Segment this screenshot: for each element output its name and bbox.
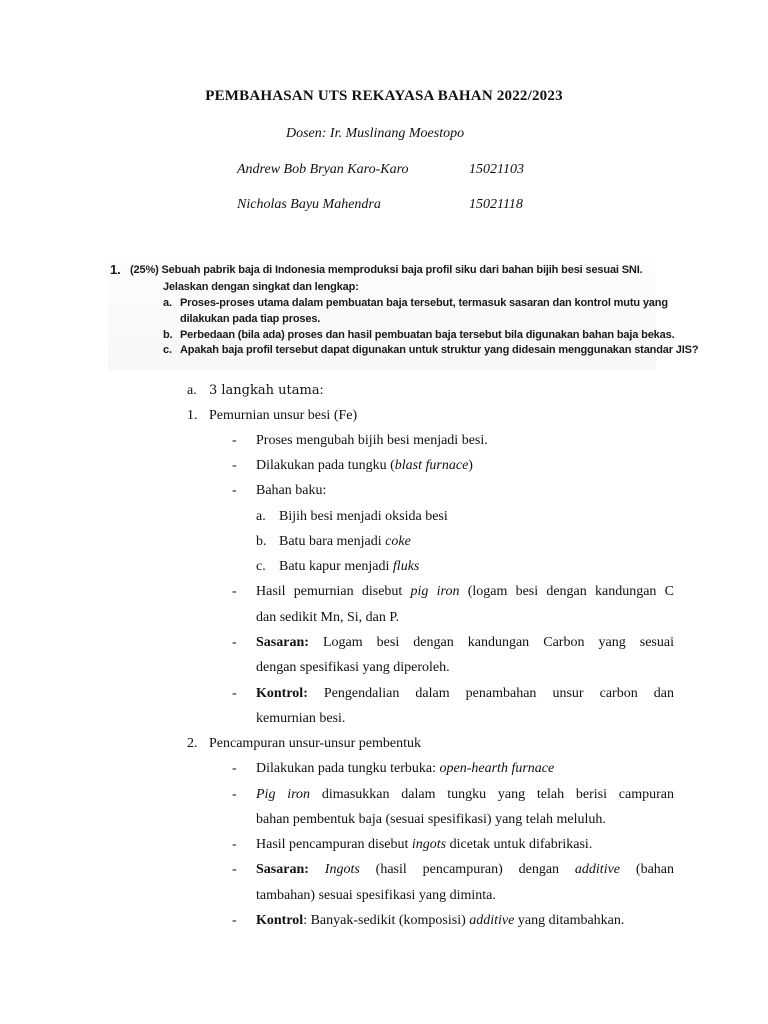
bullet-dash: - xyxy=(232,635,237,650)
step-2-target-line-1: Sasaran: Ingots (hasil pencampuran) dengan additive (bahan xyxy=(256,862,675,877)
question-image xyxy=(108,258,699,370)
step-2-bullet-2-line-1: Pig iron dimasukkan dalam tungku yang telah berisi campuran xyxy=(256,787,674,802)
question-marker-c: c. xyxy=(163,344,172,356)
student-name-1: Andrew Bob Bryan Karo-Karo xyxy=(237,162,409,177)
step-1-control-line-2: kemurnian besi. xyxy=(256,711,346,726)
step-1-target-line-2: dengan spesifikasi yang diperoleh. xyxy=(256,660,450,675)
step-1-control-line-1: Kontrol: Pengendalian dalam penambahan unsur carbon dan xyxy=(256,686,674,701)
student-name-2: Nicholas Bayu Mahendra xyxy=(237,197,381,212)
step-1-target-line-1: Sasaran: Logam besi dengan kandungan Carbon yang sesuai xyxy=(256,635,674,650)
step-2-control: Kontrol: Banyak-sedikit (komposisi) additive yang ditambahkan. xyxy=(256,913,625,928)
question-marker-b: b. xyxy=(163,329,173,341)
student-id-2: 15021118 xyxy=(469,197,523,212)
step-2-bullet-1: Dilakukan pada tungku terbuka: open-hearth furnace xyxy=(256,761,555,776)
sub-item-c: Batu kapur menjadi fluks xyxy=(279,559,420,574)
question-line-5: Perbedaan (bila ada) proses dan hasil pembuatan baja tersebut bila digunakan bahan baja bekas. xyxy=(180,329,675,341)
bullet-dash: - xyxy=(232,483,237,498)
bullet-dash: - xyxy=(232,686,237,701)
question-line-6: Apakah baja profil tersebut dapat digunakan untuk struktur yang didesain menggunakan standar JIS? xyxy=(180,344,699,356)
sub-item-a: Bijih besi menjadi oksida besi xyxy=(279,509,448,524)
step-1-title: Pemurnian unsur besi (Fe) xyxy=(209,408,358,423)
bullet-dash: - xyxy=(232,787,237,802)
bullet-dash: - xyxy=(232,913,237,928)
question-line-1: (25%) Sebuah pabrik baja di Indonesia memproduksi baja profil siku dari bahan bijih besi sesuai SNI. xyxy=(130,264,643,276)
bullet-dash: - xyxy=(232,761,237,776)
sub-marker-c: c. xyxy=(256,559,266,574)
answer-a-marker: a. xyxy=(187,383,197,398)
question-line-4: dilakukan pada tiap proses. xyxy=(180,313,321,325)
step-2-number: 2. xyxy=(187,736,198,751)
question-marker-a: a. xyxy=(163,297,172,309)
sub-marker-b: b. xyxy=(256,534,267,549)
bullet-dash: - xyxy=(232,433,237,448)
step-1-bullet-2: Dilakukan pada tungku (blast furnace) xyxy=(256,458,473,473)
document-title: PEMBAHASAN UTS REKAYASA BAHAN 2022/2023 xyxy=(205,88,563,104)
step-1-bullet-1: Proses mengubah bijih besi menjadi besi. xyxy=(256,433,488,448)
question-line-3: Proses-proses utama dalam pembuatan baja tersebut, termasuk sasaran dan kontrol mutu yang xyxy=(180,297,668,309)
step-1-bullet-3: Bahan baku: xyxy=(256,483,327,498)
step-2-bullet-3: Hasil pencampuran disebut ingots dicetak untuk difabrikasi. xyxy=(256,837,593,852)
step-2-bullet-2-line-2: bahan pembentuk baja (sesuai spesifikasi) yang telah meluluh. xyxy=(256,812,606,827)
step-1-bullet-4-line-1: Hasil pemurnian disebut pig iron (logam besi dengan kandungan C xyxy=(256,584,674,599)
step-1-bullet-4-line-2: dan sedikit Mn, Si, dan P. xyxy=(256,610,400,625)
bullet-dash: - xyxy=(232,584,237,599)
student-id-1: 15021103 xyxy=(469,162,524,177)
question-number: 1. xyxy=(110,262,121,277)
bullet-dash: - xyxy=(232,458,237,473)
sub-item-b: Batu bara menjadi coke xyxy=(279,534,411,549)
answer-a-text: 3 langkah utama: xyxy=(209,383,324,398)
step-2-target-line-2: tambahan) sesuai spesifikasi yang diminta. xyxy=(256,888,496,903)
lecturer-line: Dosen: Ir. Muslinang Moestopo xyxy=(286,126,465,141)
bullet-dash: - xyxy=(232,837,237,852)
question-line-2: Jelaskan dengan singkat dan lengkap: xyxy=(163,281,359,293)
sub-marker-a: a. xyxy=(256,509,266,524)
step-2-title: Pencampuran unsur-unsur pembentuk xyxy=(209,736,422,751)
step-1-number: 1. xyxy=(187,408,198,423)
bullet-dash: - xyxy=(232,862,237,877)
